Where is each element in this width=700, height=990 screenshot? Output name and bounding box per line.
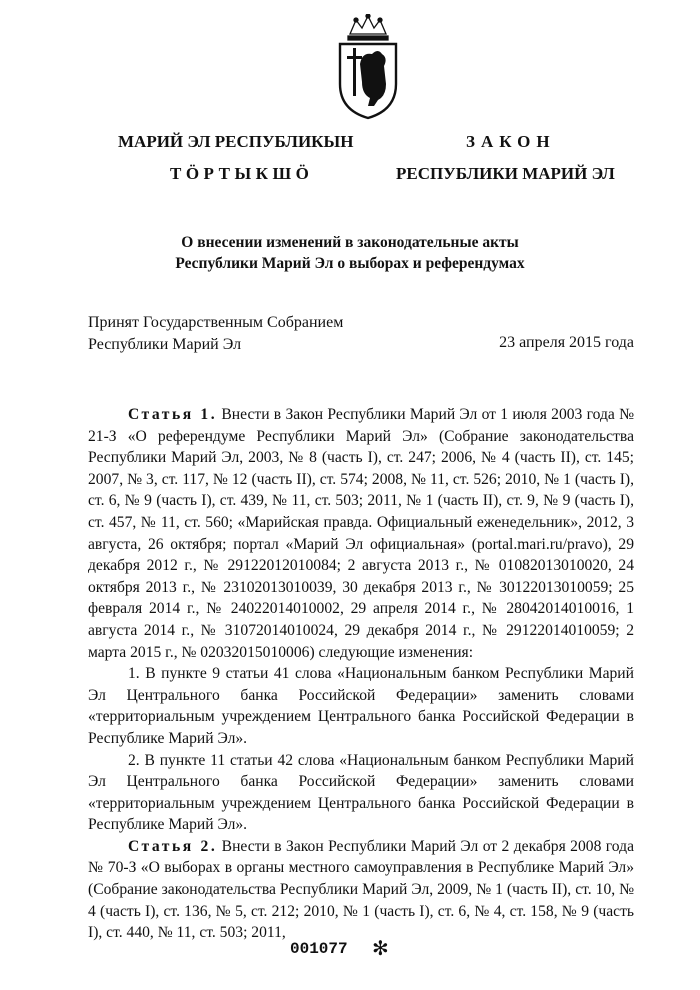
- adopted-date: 23 апреля 2015 года: [499, 334, 634, 351]
- article1-item1: 1. В пункте 9 статьи 41 слова «Национальным банком Республики Марий Эл Центрального банка Российской Федерации» заменить словами «территориальным учреждением Центрального банка Российской Федерации в Республике Марий Эл».: [88, 665, 634, 747]
- adopted-line1: Принят Государственным Собранием: [88, 314, 344, 331]
- header-right-line1: ЗАКОН: [466, 132, 556, 151]
- article1-lead: Статья 1.: [128, 406, 218, 423]
- document-number: 001077: [290, 940, 348, 958]
- article1-paragraph: [88, 404, 634, 663]
- article2-paragraph: [88, 836, 634, 944]
- law-body: [88, 404, 634, 944]
- article1-item2: 2. В пункте 11 статьи 42 слова «Национальным банком Республики Марий Эл Центрального банка Российской Федерации» заменить словами «территориальным учреждением Центрального банка Российской Федерации в Республике Марий Эл».: [88, 751, 634, 834]
- document-title: [0, 232, 700, 274]
- article2-lead: Статья 2.: [128, 837, 218, 855]
- header-left-line1: МАРИЙ ЭЛ РЕСПУБЛИКЫН: [118, 132, 354, 151]
- adopted-by: [88, 312, 343, 356]
- title-line2: Республики Марий Эл о выборах и референдумах: [175, 255, 525, 272]
- header-right-line2: РЕСПУБЛИКИ МАРИЙ ЭЛ: [396, 164, 615, 183]
- title-line1: О внесении изменений в законодательные акты: [181, 234, 519, 251]
- coat-of-arms-emblem: [330, 14, 406, 120]
- article2-text: Внести в Закон Республики Марий Эл от 2 декабря 2008 года № 70-З «О выборах в органы местного самоуправления в Республике Марий Эл» (Собрание законодательства Республики Марий Эл, 2009, № 1 (часть II), ст. 10, № 4 (часть I), ст. 136, № 5, ст. 212; 2010, № 1 (часть I), ст. 6, № 4, ст. 158, № 9 (часть I), ст. 440, № 11, ст. 503; 2011,: [88, 837, 634, 942]
- article1-text: Внести в Закон Республики Марий Эл от 1 июля 2003 года № 21-З «О референдуме Республики Марий Эл» (Собрание законодательства Республики Марий Эл, 2003, № 8 (часть I), ст. 247; 2006, № 4 (часть II), ст. 145; 2007, № 3, ст. 117, № 12 (часть II), ст. 574; 2008, № 11, ст. 526; 2010, № 1 (часть I), ст. 6, № 9 (часть I), ст. 439, № 11, ст. 503; 2011, № 1 (часть II), ст. 9, № 9 (часть I), ст. 457, № 11, ст. 560; «Марийская правда. Официальный еженедельник», 2012, 3 августа, 26 октября; портал «Марий Эл официальная» (portal.mari.ru/pravo), 29 декабря 2012 г., № 29122012010084; 2 августа 2013 г., № 01082013010020, 24 октября 2013 г., № 23102013010039, 30 декабря 2013 г., № 30122013010059; 25 февраля 2014 г., № 24022014010002, 29 апреля 2014 г., № 28042014010016, 1 августа 2014 г., № 31072014010024, 29 декабря 2014 г., № 29122014010059; 2 марта 2015 г., № 02032015010006) следующие изменения:: [88, 406, 634, 661]
- header-left-line2: ТӦРТЫКШӦ: [170, 164, 314, 183]
- adopted-line2: Республики Марий Эл: [88, 336, 242, 353]
- asterisk-mark: ✻: [372, 938, 389, 960]
